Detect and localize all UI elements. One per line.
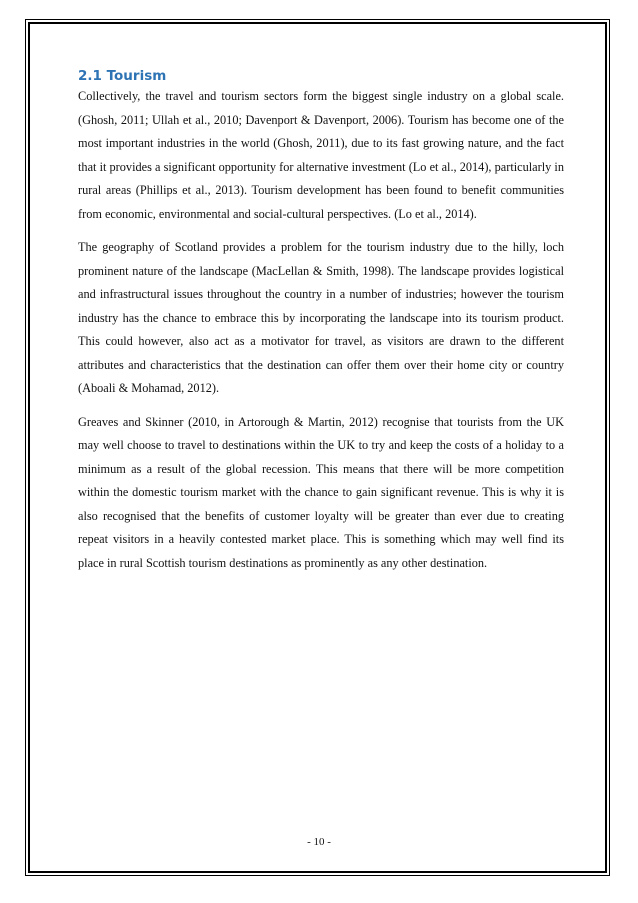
page-number: - 10 -	[307, 836, 331, 848]
paragraph-3: Greaves and Skinner (2010, in Artorough & Martin, 2012) recognise that tourists from the UK may well choose to travel to destinations within the UK to try and keep the costs of a holiday to a minimum as a result of the global recession. This means that there will be more competition within the domestic tourism market with the chance to gain significant revenue. This is why it is also recognised that the benefits of customer loyalty will be greater than ever due to creating repeat visitors in a heavily contested market place. This is something which may well find its place in rural Scottish tourism destinations as prominently as any other destination.	[78, 414, 564, 570]
section-heading: 2.1 Tourism	[78, 68, 167, 84]
paragraph-2: The geography of Scotland provides a problem for the tourism industry due to the hilly, loch prominent nature of the landscape (MacLellan & Smith, 1998). The landscape provides logistical and infrastructural issues throughout the country in a number of industries; however the tourism industry has the chance to embrace this by incorporating the landscape into its tourism product. This could however, also act as a motivator for travel, as visitors are drawn to the different attributes and characteristics that the destination can offer them over their home city or country (Aboali & Mohamad, 2012).	[78, 240, 564, 395]
document-body	[78, 67, 564, 585]
paragraph-1: Collectively, the travel and tourism sectors form the biggest single industry on a global scale. (Ghosh, 2011; Ullah et al., 2010; Davenport & Davenport, 2006). Tourism has become one of the most important industries in the world (Ghosh, 2011), due to its fast growing nature, and the fact that it provides a significant opportunity for alternative investment (Lo et al., 2014), particularly in rural areas (Phillips et al., 2013). Tourism development has been found to benefit communities from economic, environmental and social-cultural perspectives. (Lo et al., 2014).	[78, 89, 564, 221]
